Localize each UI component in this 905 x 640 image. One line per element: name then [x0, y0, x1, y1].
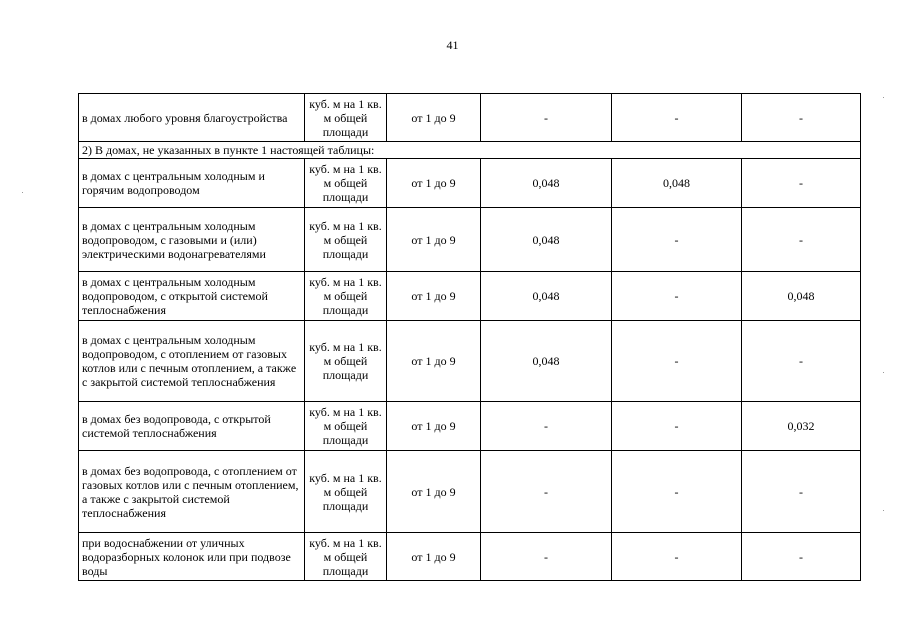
section-header: 2) В домах, не указанных в пункте 1 настоящей таблицы:	[79, 142, 861, 159]
table-row	[79, 272, 861, 321]
row-unit: куб. м на 1 кв. м общей площади	[305, 451, 387, 533]
table-row	[79, 159, 861, 208]
row-unit: куб. м на 1 кв. м общей площади	[305, 94, 387, 142]
row-range: от 1 до 9	[387, 272, 481, 321]
row-value-1: 0,048	[481, 272, 612, 321]
scan-speck	[883, 372, 884, 373]
scan-speck	[883, 97, 884, 98]
row-range: от 1 до 9	[387, 402, 481, 451]
scan-speck	[22, 192, 23, 193]
row-description: при водоснабжении от уличных водоразборных колонок или при подвозе воды	[79, 533, 305, 581]
table-row	[79, 94, 861, 142]
table-row	[79, 402, 861, 451]
row-value-2: -	[612, 451, 742, 533]
row-value-2: -	[612, 208, 742, 272]
row-description: в домах с центральным холодным водопроводом, с газовыми и (или) электрическими водонагревателями	[79, 208, 305, 272]
row-unit: куб. м на 1 кв. м общей площади	[305, 159, 387, 208]
row-value-2: -	[612, 402, 742, 451]
table-row	[79, 451, 861, 533]
row-value-2: -	[612, 321, 742, 402]
row-range: от 1 до 9	[387, 159, 481, 208]
row-value-3: -	[742, 94, 861, 142]
row-value-3: -	[742, 451, 861, 533]
row-value-3: -	[742, 533, 861, 581]
row-value-1: -	[481, 94, 612, 142]
row-range: от 1 до 9	[387, 321, 481, 402]
page-number: 41	[446, 38, 459, 52]
row-unit: куб. м на 1 кв. м общей площади	[305, 208, 387, 272]
table-row	[79, 208, 861, 272]
row-value-2: -	[612, 272, 742, 321]
row-description: в домах с центральным холодным и горячим водопроводом	[79, 159, 305, 208]
row-unit: куб. м на 1 кв. м общей площади	[305, 321, 387, 402]
row-value-1: 0,048	[481, 208, 612, 272]
row-range: от 1 до 9	[387, 533, 481, 581]
row-value-3: -	[742, 208, 861, 272]
row-value-1: 0,048	[481, 159, 612, 208]
table-row	[79, 321, 861, 402]
row-description: в домах любого уровня благоустройства	[79, 94, 305, 142]
row-value-2: -	[612, 533, 742, 581]
row-value-1: 0,048	[481, 321, 612, 402]
row-range: от 1 до 9	[387, 451, 481, 533]
row-range: от 1 до 9	[387, 208, 481, 272]
row-unit: куб. м на 1 кв. м общей площади	[305, 272, 387, 321]
row-unit: куб. м на 1 кв. м общей площади	[305, 402, 387, 451]
table-row	[79, 533, 861, 581]
row-value-1: -	[481, 451, 612, 533]
row-value-1: -	[481, 533, 612, 581]
row-range: от 1 до 9	[387, 94, 481, 142]
row-description: в домах без водопровода, с отоплением от газовых котлов или с печным отоплением, а также с закрытой системой теплоснабжения	[79, 451, 305, 533]
row-value-2: -	[612, 94, 742, 142]
norms-table	[78, 93, 861, 581]
row-value-2: 0,048	[612, 159, 742, 208]
row-description: в домах с центральным холодным водопроводом, с открытой системой теплоснабжения	[79, 272, 305, 321]
row-description: в домах с центральным холодным водопроводом, с отоплением от газовых котлов или с печным отоплением, а также с закрытой системой теплоснабжения	[79, 321, 305, 402]
section-header-row	[79, 142, 861, 159]
row-value-3: -	[742, 321, 861, 402]
row-value-3: 0,032	[742, 402, 861, 451]
scan-speck	[883, 510, 884, 511]
row-value-3: 0,048	[742, 272, 861, 321]
row-description: в домах без водопровода, с открытой системой теплоснабжения	[79, 402, 305, 451]
row-unit: куб. м на 1 кв. м общей площади	[305, 533, 387, 581]
row-value-1: -	[481, 402, 612, 451]
row-value-3: -	[742, 159, 861, 208]
